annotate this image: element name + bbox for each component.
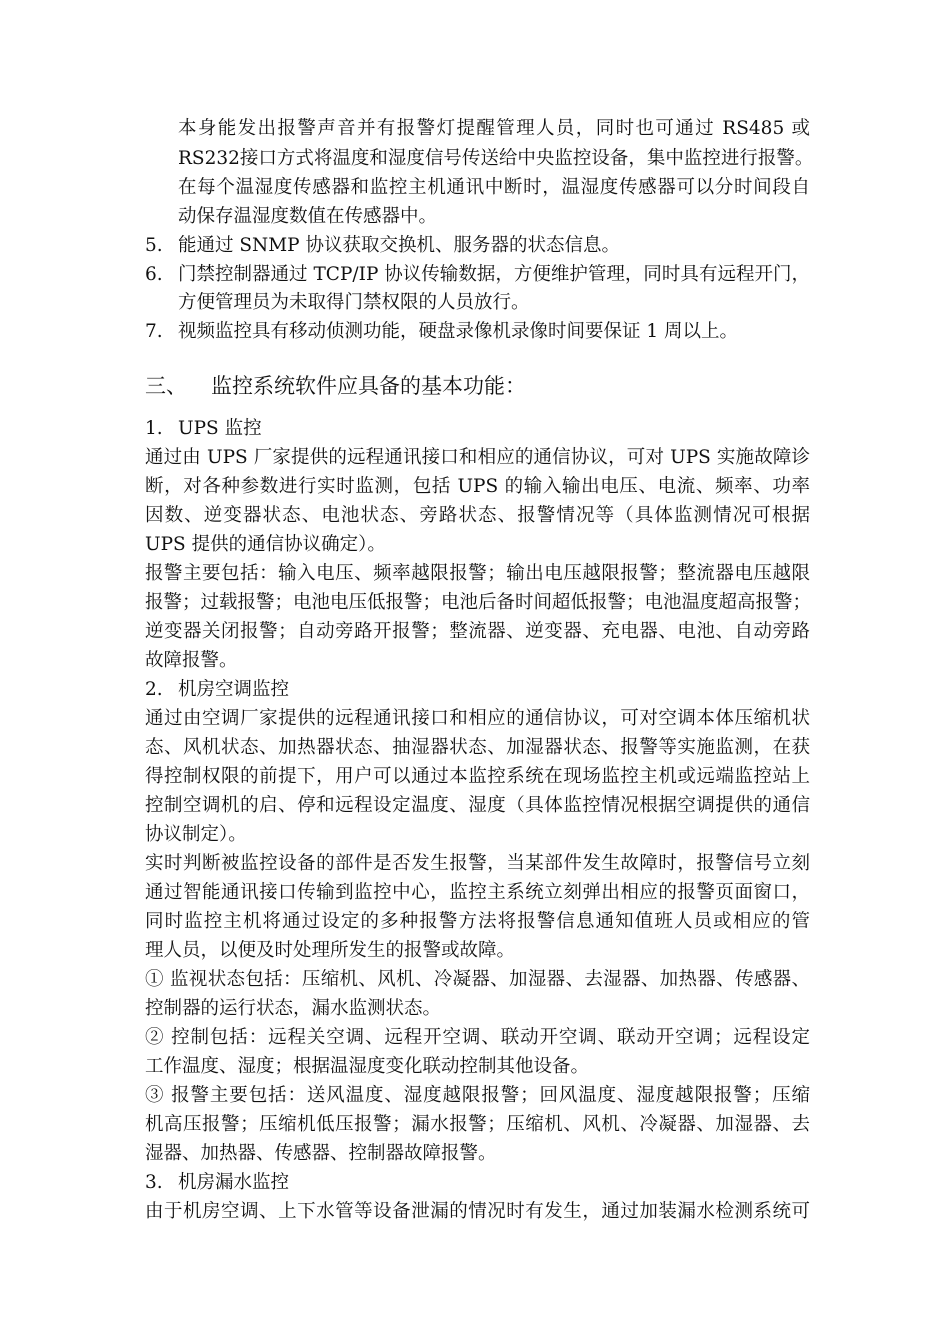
list-number: 5. <box>145 235 163 256</box>
body-line: 断，对各种参数进行实时监测，包括 UPS 的输入输出电压、电流、频率、功率 <box>145 476 810 497</box>
body-line: 协议制定）。 <box>145 824 247 845</box>
body-line: UPS 提供的通信协议确定）。 <box>145 534 386 555</box>
body-line: ① 监视状态包括：压缩机、风机、冷凝器、加湿器、去湿器、加热器、传感器、 <box>145 969 810 990</box>
body-line: 在每个温湿度传感器和监控主机通讯中断时，温湿度传感器可以分时间段自 <box>178 177 810 198</box>
body-line: 工作温度、湿度；根据温湿度变化联动控制其他设备。 <box>145 1056 590 1077</box>
body-line: 由于机房空调、上下水管等设备泄漏的情况时有发生，通过加装漏水检测系统可 <box>145 1201 810 1222</box>
body-line: 本身能发出报警声音并有报警灯提醒管理人员，同时也可通过 RS485 或 <box>178 118 810 139</box>
list-item-text: 方便管理员为未取得门禁权限的人员放行。 <box>178 292 530 313</box>
body-line: 控制空调机的启、停和远程设定温度、湿度（具体监控情况根据空调提供的通信 <box>145 795 810 816</box>
section-title: 监控系统软件应具备的基本功能： <box>211 374 526 398</box>
list-number: 7. <box>145 321 163 342</box>
body-line: 通过智能通讯接口传输到监控中心，监控主系统立刻弹出相应的报警页面窗口， <box>145 882 810 903</box>
subsection-number: 3. <box>145 1172 163 1193</box>
body-line: 实时判断被监控设备的部件是否发生报警，当某部件发生故障时，报警信号立刻 <box>145 853 810 874</box>
body-line: 报警；过载报警；电池电压低报警；电池后备时间超低报警；电池温度超高报警； <box>145 592 812 613</box>
list-item-text: 门禁控制器通过 TCP/IP 协议传输数据，方便维护管理，同时具有远程开门， <box>178 264 810 285</box>
body-line: 通过由空调厂家提供的远程通讯接口和相应的通信协议，可对空调本体压缩机状 <box>145 708 810 729</box>
subsection-number: 1. <box>145 418 163 439</box>
body-line: 控制器的运行状态，漏水监测状态。 <box>145 998 442 1019</box>
body-line: 因数、逆变器状态、电池状态、旁路状态、报警情况等（具体监测情况可根据 <box>145 505 810 526</box>
body-line: 态、风机状态、加热器状态、抽湿器状态、加湿器状态、报警等实施监测，在获 <box>145 737 810 758</box>
body-line: 故障报警。 <box>145 650 238 671</box>
body-line: ② 控制包括：远程关空调、远程开空调、联动开空调、联动开空调；远程设定 <box>145 1027 810 1048</box>
body-line: RS232接口方式将温度和湿度信号传送给中央监控设备，集中监控进行报警。 <box>178 148 814 169</box>
list-item-text: 视频监控具有移动侦测功能，硬盘录像机录像时间要保证 1 周以上。 <box>178 321 739 342</box>
subsection-title: 机房漏水监控 <box>178 1172 290 1193</box>
subsection-number: 2. <box>145 679 163 700</box>
body-line: 报警主要包括：输入电压、频率越限报警；输出电压越限报警；整流器电压越限 <box>145 563 810 584</box>
list-item-text: 能通过 SNMP 协议获取交换机、服务器的状态信息。 <box>178 235 621 256</box>
body-line: 同时监控主机将通过设定的多种报警方法将报警信息通知值班人员或相应的管 <box>145 911 810 932</box>
body-line: 逆变器关闭报警；自动旁路开报警；整流器、逆变器、充电器、电池、自动旁路 <box>145 621 810 642</box>
body-line: 湿器、加热器、传感器、控制器故障报警。 <box>145 1143 497 1164</box>
subsection-title: UPS 监控 <box>178 418 262 439</box>
body-line: ③ 报警主要包括：送风温度、湿度越限报警；回风温度、湿度越限报警；压缩 <box>145 1085 810 1106</box>
body-line: 理人员，以便及时处理所发生的报警或故障。 <box>145 940 516 961</box>
body-line: 动保存温湿度数值在传感器中。 <box>178 206 438 227</box>
body-line: 通过由 UPS 厂家提供的远程通讯接口和相应的通信协议，可对 UPS 实施故障诊 <box>145 447 810 468</box>
body-line: 机高压报警；压缩机低压报警；漏水报警；压缩机、风机、冷凝器、加湿器、去 <box>145 1114 810 1135</box>
section-number: 三、 <box>145 374 187 398</box>
list-number: 6. <box>145 264 163 285</box>
body-line: 得控制权限的前提下，用户可以通过本监控系统在现场监控主机或远端监控站上 <box>145 766 810 787</box>
subsection-title: 机房空调监控 <box>178 679 290 700</box>
